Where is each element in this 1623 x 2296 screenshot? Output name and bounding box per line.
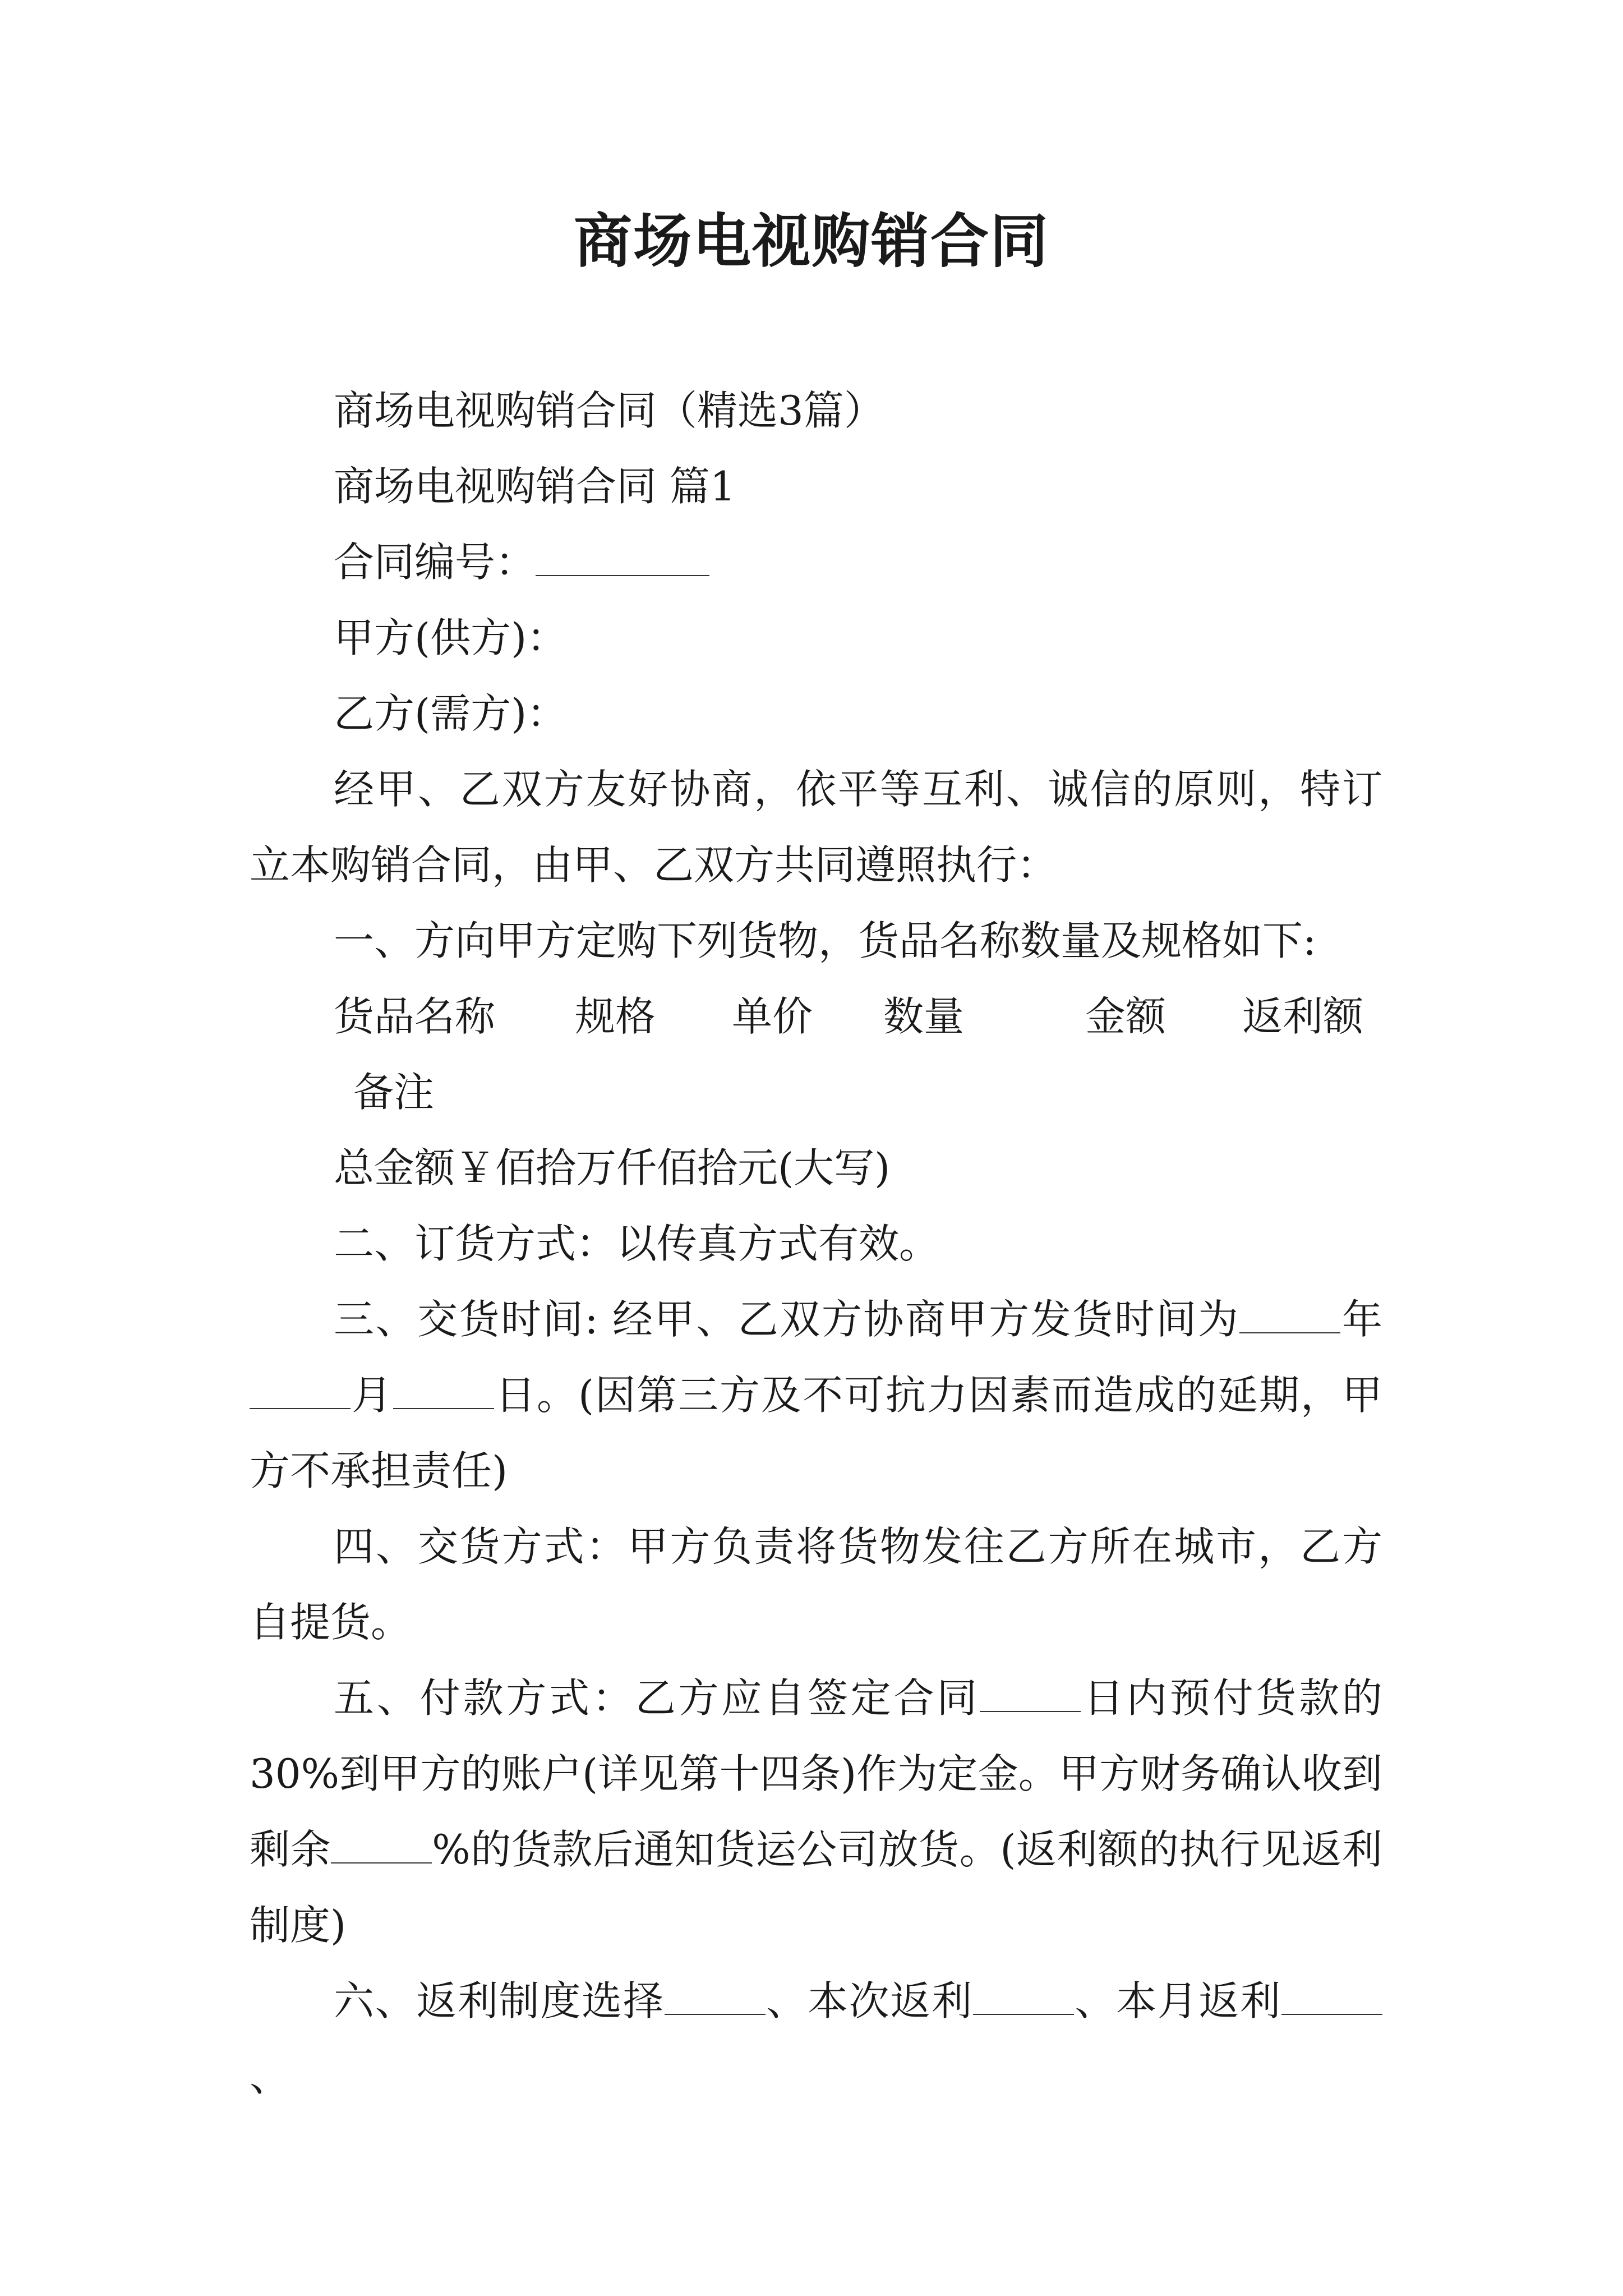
- clause-6-text-c: 、本月返利: [1073, 1977, 1281, 2024]
- clause-3-text: 三、交货时间: 经甲、乙双方协商甲方发货时间为: [334, 1296, 1240, 1343]
- clause-3-year: 年: [1340, 1296, 1382, 1343]
- table-header-cell: 金额: [1085, 993, 1166, 1040]
- contract-number-blank: [536, 532, 709, 576]
- paragraph-preamble: 经甲、乙双方友好协商，依平等互利、诚信的原则，特订立本购销合同，由甲、乙双方共同遵照执行：: [250, 766, 1382, 889]
- document-body: [250, 373, 1382, 2115]
- paragraph-clause-5: [250, 1660, 1382, 1963]
- paragraph-clause-6: [250, 1963, 1382, 2115]
- paragraph-clause-1: 一、方向甲方定购下列货物，货品名称数量及规格如下:: [334, 917, 1317, 964]
- days-blank: [980, 1668, 1081, 1712]
- table-header-cell: 货品名称: [334, 993, 496, 1040]
- paragraph-contract-number: [250, 524, 1382, 600]
- paragraph-clause-3: [250, 1282, 1382, 1509]
- percent-blank: [331, 1820, 432, 1864]
- rebate-this-blank: [973, 1971, 1074, 2015]
- day-blank: [393, 1365, 494, 1409]
- table-header-remark: 备注: [353, 1069, 435, 1116]
- clause-3-day: 日。(因第三方及不可抗力因素而造成的延期，甲方不承担责任): [250, 1372, 1382, 1494]
- month-blank: [250, 1365, 351, 1409]
- paragraph-total-amount: 总金额￥佰拾万仟佰拾元(大写): [334, 1144, 891, 1191]
- clause-5-text-c: %的货款后通知货运公司放货。(返利额的执行见返利制度): [250, 1826, 1382, 1949]
- paragraph-subtitle: 商场电视购销合同（精选3篇）: [334, 387, 884, 434]
- clause-3-month: 月: [351, 1372, 393, 1419]
- goods-table-header: [250, 979, 1382, 1055]
- table-header-cell: 规格: [575, 993, 656, 1040]
- table-header-cell: 单价: [732, 993, 813, 1040]
- clause-5-text-b: 日内预付货款的30%到甲方的账户(详见第十四条)作为定金。甲方财务确认收到剩余: [250, 1674, 1382, 1873]
- clause-6-text-b: 、本次返利: [765, 1977, 973, 2024]
- paragraph-party-a: 甲方(供方)：: [334, 614, 568, 661]
- clause-5-text-a: 五、付款方式：乙方应自签定合同: [334, 1674, 980, 1722]
- paragraph-clause-4: 四、交货方式：甲方负责将货物发往乙方所在城市，乙方自提货。: [250, 1523, 1382, 1646]
- rebate-system-blank: [665, 1971, 766, 2015]
- document-title: 商场电视购销合同: [573, 206, 1049, 275]
- contract-number-label: 合同编号：: [334, 539, 536, 586]
- table-header-cell: 返利额: [1242, 993, 1364, 1040]
- paragraph-party-b: 乙方(需方)：: [334, 690, 568, 737]
- rebate-month-blank: [1281, 1971, 1382, 2015]
- paragraph-section-heading: 商场电视购销合同 篇1: [334, 463, 736, 510]
- clause-6-text-d: 、: [250, 2053, 291, 2100]
- clause-6-text-a: 六、返利制度选择: [334, 1977, 665, 2024]
- paragraph-clause-2: 二、订货方式：以传真方式有效。: [334, 1220, 940, 1267]
- table-header-cell: 数量: [883, 993, 965, 1040]
- year-blank: [1239, 1290, 1340, 1333]
